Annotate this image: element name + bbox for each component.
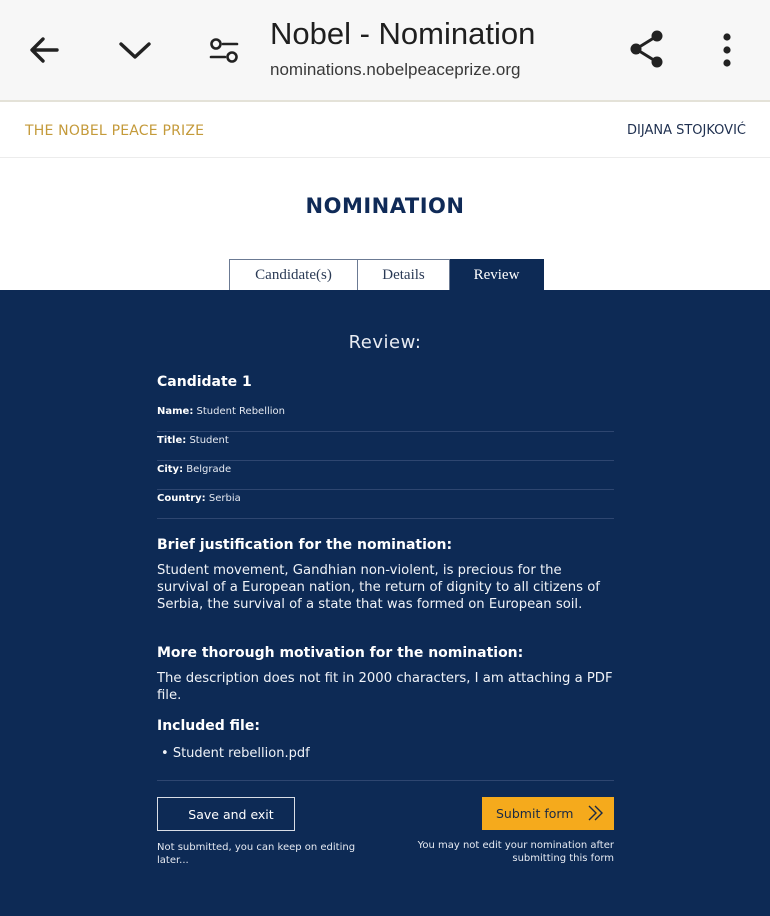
field-label: Country:	[157, 493, 206, 504]
save-and-exit-button[interactable]: Save and exit	[157, 797, 295, 831]
brand-link[interactable]: THE NOBEL PEACE PRIZE	[25, 123, 205, 139]
review-title: Review:	[348, 332, 422, 353]
nomination-heading: NOMINATION	[305, 194, 465, 218]
justification-heading: Brief justification for the nomination:	[157, 537, 453, 553]
file-list-item[interactable]: • Student rebellion.pdf	[161, 746, 310, 761]
page-settings-icon[interactable]	[206, 32, 242, 68]
field-label: Title:	[157, 435, 187, 446]
tab-candidates[interactable]: Candidate(s)	[229, 259, 358, 291]
field-value: Student	[189, 435, 229, 446]
field-label: City:	[157, 464, 184, 475]
review-panel	[0, 290, 770, 916]
field-city	[157, 461, 614, 490]
site-header	[0, 104, 770, 158]
field-value: Student Rebellion	[196, 406, 286, 417]
tab-review[interactable]: Review	[450, 259, 544, 291]
save-note: Not submitted, you can keep on editing later...	[157, 842, 356, 866]
field-title	[157, 432, 614, 461]
double-chevron-right-icon	[586, 804, 606, 825]
tab-details[interactable]: Details	[358, 259, 450, 291]
file-name[interactable]: Student rebellion.pdf	[172, 746, 310, 761]
page-title[interactable]: Nobel - Nomination	[270, 16, 536, 51]
justification-text: Student movement, Gandhian non-violent, is precious for the survival of a European nation, the return of dignity to all citizens of Serbia, the survival of a state that was formed on European soil.	[157, 563, 600, 612]
user-name[interactable]: DIJANA STOJKOVIĆ	[627, 123, 746, 138]
field-country	[157, 490, 614, 519]
submit-note: You may not edit your nomination after submitting this form	[417, 840, 614, 864]
submit-form-button[interactable]	[482, 797, 614, 830]
back-arrow-icon[interactable]	[24, 30, 64, 70]
field-name	[157, 403, 614, 432]
divider	[157, 780, 614, 781]
motivation-heading: More thorough motivation for the nomination:	[157, 645, 524, 661]
files-heading: Included file:	[157, 718, 260, 734]
candidate-heading: Candidate 1	[157, 374, 252, 390]
more-vert-icon[interactable]	[712, 30, 742, 70]
field-label: Name:	[157, 406, 194, 417]
submit-label[interactable]: Submit form	[496, 806, 574, 821]
motivation-text: The description does not fit in 2000 characters, I am attaching a PDF file.	[157, 671, 613, 703]
field-value: Serbia	[208, 493, 241, 504]
browser-toolbar	[0, 0, 770, 102]
share-icon[interactable]	[626, 28, 668, 70]
tab-bar	[229, 259, 544, 291]
field-value: Belgrade	[186, 464, 232, 475]
chevron-down-icon[interactable]	[114, 30, 156, 70]
url-text[interactable]: nominations.nobelpeaceprize.org	[270, 60, 521, 79]
